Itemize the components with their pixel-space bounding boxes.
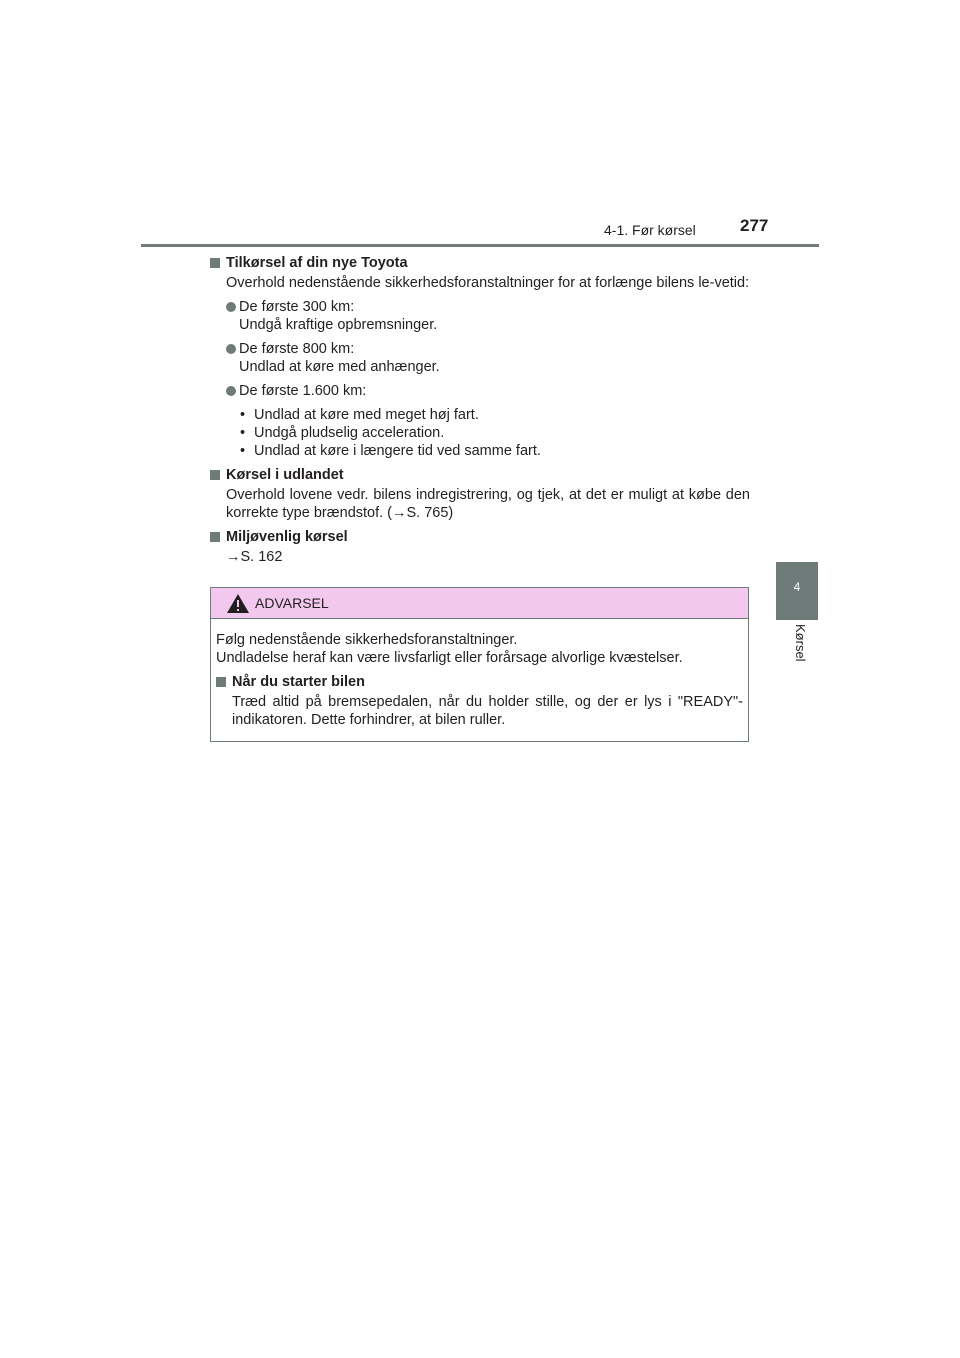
warning-subheading: Når du starter bilen (216, 673, 743, 691)
warning-intro-line: Følg nedenstående sikkerhedsforanstaltninger. (216, 632, 518, 648)
warning-box (210, 587, 749, 742)
header-rule (141, 244, 819, 247)
section-heading-abroad (210, 466, 750, 484)
warning-label: ADVARSEL (255, 595, 329, 611)
sub-list-item: • Undgå pludselig acceleration. (240, 425, 445, 441)
list-item-text: Undlad at køre med anhænger. (239, 359, 440, 375)
square-bullet-icon (210, 258, 220, 268)
round-bullet-icon (226, 386, 236, 396)
chapter-tab (776, 562, 818, 620)
section-heading-eco (210, 528, 750, 546)
warning-triangle-icon (227, 594, 249, 613)
square-bullet-icon (216, 677, 226, 687)
list-item (226, 340, 750, 376)
warning-text: Træd altid på bremsepedalen, når du holder stille, og der er lys i "READY"-indikatoren. Dette forhindrer, at bilen ruller. (232, 694, 743, 728)
list-item (226, 382, 750, 400)
sub-list-item: • Undlad at køre i længere tid ved samme fart. (240, 443, 541, 459)
sub-list-item: • Undlad at køre med meget høj fart. (240, 407, 479, 423)
chapter-number: 4 (793, 580, 801, 594)
section-text: →S. 162 (226, 549, 283, 565)
section-intro: Overhold nedenstående sikkerhedsforanstaltninger for at forlænge bilens le-vetid: (226, 275, 750, 291)
section-title: Miljøvenlig kørsel (226, 529, 348, 545)
round-bullet-icon (226, 302, 236, 312)
section-heading-breakin (210, 254, 750, 272)
header-section-title: 4-1. Før kørsel (604, 222, 696, 238)
round-bullet-icon (226, 344, 236, 354)
page-number: 277 (740, 216, 769, 235)
section-title: Tilkørsel af din nye Toyota (226, 255, 408, 271)
section-text: Overhold lovene vedr. bilens indregistrering, og tjek, at det er muligt at købe den korrekte type brændstof. (→S. 765) (226, 487, 750, 521)
list-item-title: De første 800 km: (239, 341, 355, 357)
chapter-label: Kørsel (793, 624, 808, 662)
square-bullet-icon (210, 470, 220, 480)
warning-intro-line: Undladelse heraf kan være livsfarligt eller forårsage alvorlige kvæstelser. (216, 650, 683, 666)
section-title: Kørsel i udlandet (226, 467, 344, 483)
sub-list (210, 406, 750, 460)
list-item-title: De første 300 km: (239, 299, 355, 315)
list-item-title: De første 1.600 km: (239, 383, 367, 399)
list-item (226, 298, 750, 334)
warning-body (211, 619, 748, 729)
square-bullet-icon (210, 532, 220, 542)
main-content (210, 254, 750, 566)
list-item-text: Undgå kraftige opbremsninger. (239, 317, 438, 333)
warning-header (211, 588, 748, 619)
